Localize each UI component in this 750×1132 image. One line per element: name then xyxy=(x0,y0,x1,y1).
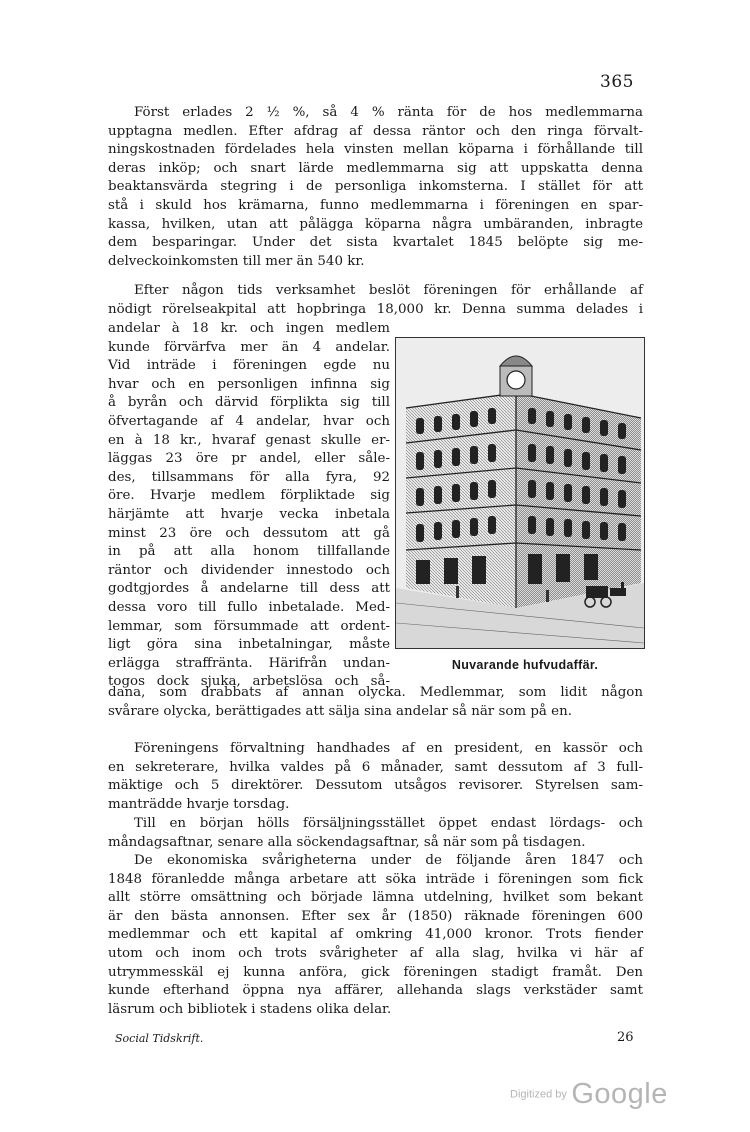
text-line: beaktansvärda stegring i de personliga inkomsterna. I stället för att xyxy=(108,179,643,195)
text-line: är den bästa annonsen. Efter sex år (1850) räknade föreningen 600 xyxy=(108,908,643,924)
paragraph-2-start xyxy=(108,282,643,319)
text-line: allt större omsättning och började lämna utdelning, hvilket som bekant xyxy=(108,890,643,906)
text-line: kunde förvärfva mer än 4 andelar. xyxy=(108,339,390,355)
text-line: lemmar, som försummade att ordent- xyxy=(108,618,390,634)
paragraph-2-column xyxy=(108,320,390,692)
text-line: öre. Hvarje medlem förpliktade sig xyxy=(108,488,390,504)
text-line: dana, som drabbats af annan olycka. Medlemmar, som lidit någon xyxy=(108,685,643,700)
google-logo: Google xyxy=(571,1078,668,1110)
text-line: des, tillsammans för alla fyra, 92 xyxy=(108,469,390,485)
text-line: manträdde hvarje torsdag. xyxy=(108,796,290,812)
paragraph-4 xyxy=(108,815,643,852)
text-line: Vid inträde i föreningen egde nu xyxy=(108,358,390,374)
text-line: öfvertagande af 4 andelar, hvar och xyxy=(108,413,390,429)
text-line: Till en början hölls försäljningsstället öppet endast lördags- och xyxy=(134,816,643,831)
text-line: räntor och dividender innestodo och xyxy=(108,562,390,578)
building-illustration xyxy=(395,337,645,649)
text-line: utrymmesskäl ej kunna anföra, gick föreningen stadigt framåt. Den xyxy=(108,964,643,980)
text-line: 1848 föranledde många arbetare att söka inträde i föreningen som fick xyxy=(108,871,643,887)
text-line: in på att alla honom tillfallande xyxy=(108,544,390,560)
paragraph-1 xyxy=(108,104,643,271)
text-line: nödigt rörelseakpital att hopbringa 18,000 kr. Denna summa delades i xyxy=(108,301,643,317)
text-line: godtgjordes å andelarne till dess att xyxy=(108,581,390,597)
text-line: läsrum och bibliotek i stadens olika delar. xyxy=(108,1001,392,1017)
text-line: upptagna medlen. Efter afdrag af dessa räntor och den ringa förvalt- xyxy=(108,123,643,139)
text-line: en à 18 kr., hvaraf genast skulle er- xyxy=(108,432,390,448)
text-line: en sekreterare, hvilka valdes på 6 månader, samt dessutom af 3 full- xyxy=(108,759,643,775)
text-line: dem besparingar. Under det sista kvartalet 1845 belöpte sig me- xyxy=(108,235,643,251)
text-line: utom och inom och trots svårigheter af alla slag, hvilka vi här af xyxy=(108,945,643,961)
text-line: De ekonomiska svårigheterna under de följande åren 1847 och xyxy=(134,853,643,868)
digitized-watermark xyxy=(510,1078,668,1111)
paragraph-2-end xyxy=(108,684,643,721)
text-line: togos dock sjuka, arbetslösa och så- xyxy=(108,674,390,690)
text-line: deras inköp; och snart lärde medlemmarna sig att uppskatta denna xyxy=(108,160,643,176)
text-line: å byrån och därvid förplikta sig till xyxy=(108,395,390,411)
page-number: 365 xyxy=(600,72,634,92)
watermark-prefix: Digitized by xyxy=(510,1088,567,1101)
text-line: Efter någon tids verksamhet beslöt föreningen för erhållande af xyxy=(134,283,643,298)
text-line: måndagsaftnar, senare alla söckendagsaftnar, så när som på tisdagen. xyxy=(108,834,586,850)
text-line: läggas 23 öre pr andel, eller såle- xyxy=(108,451,390,467)
text-line: härjämte att hvarje vecka inbetala xyxy=(108,506,390,522)
text-line: erlägga straffränta. Härifrån undan- xyxy=(108,655,390,671)
text-line: minst 23 öre och dessutom att gå xyxy=(108,525,390,541)
text-line: kunde efterhand öppna nya affärer, allehanda slags verkstäder samt xyxy=(108,983,643,999)
text-line: mäktige och 5 direktörer. Dessutom utsågos revisorer. Styrelsen sam- xyxy=(108,778,643,794)
paragraph-3 xyxy=(108,740,643,814)
figure-caption: Nuvarande hufvudaffär. xyxy=(451,658,599,672)
text-line: dessa voro till fullo inbetalade. Med- xyxy=(108,599,390,615)
text-line: andelar à 18 kr. och ingen medlem xyxy=(108,321,390,336)
text-line: ligt göra sina inbetalningar, måste xyxy=(108,637,390,653)
text-line: medlemmar och ett kapital af omkring 41,000 kronor. Trots fiender xyxy=(108,927,643,943)
text-line: hvar och en personligen infinna sig xyxy=(108,376,390,392)
paragraph-5 xyxy=(108,852,643,1019)
text-line: ningskostnaden fördelades hela vinsten mellan köparna i förhållande till xyxy=(108,142,643,158)
text-line: Föreningens förvaltning handhades af en president, en kassör och xyxy=(134,741,643,756)
text-line: kassa, hvilken, utan att pålägga köparna några umbäranden, inbragte xyxy=(108,216,643,232)
text-line: stå i skuld hos krämarna, funno medlemmarna i föreningen en spar- xyxy=(108,197,643,213)
journal-title-footer: Social Tidskrift. xyxy=(115,1032,204,1045)
text-line: svårare olycka, berättigades att sälja sina andelar så när som på en. xyxy=(108,703,572,719)
text-line: Först erlades 2 ½ %, så 4 % ränta för de hos medlemmarna xyxy=(134,105,643,120)
signature-number: 26 xyxy=(617,1030,634,1045)
text-line: delveckoinkomsten till mer än 540 kr. xyxy=(108,253,365,269)
